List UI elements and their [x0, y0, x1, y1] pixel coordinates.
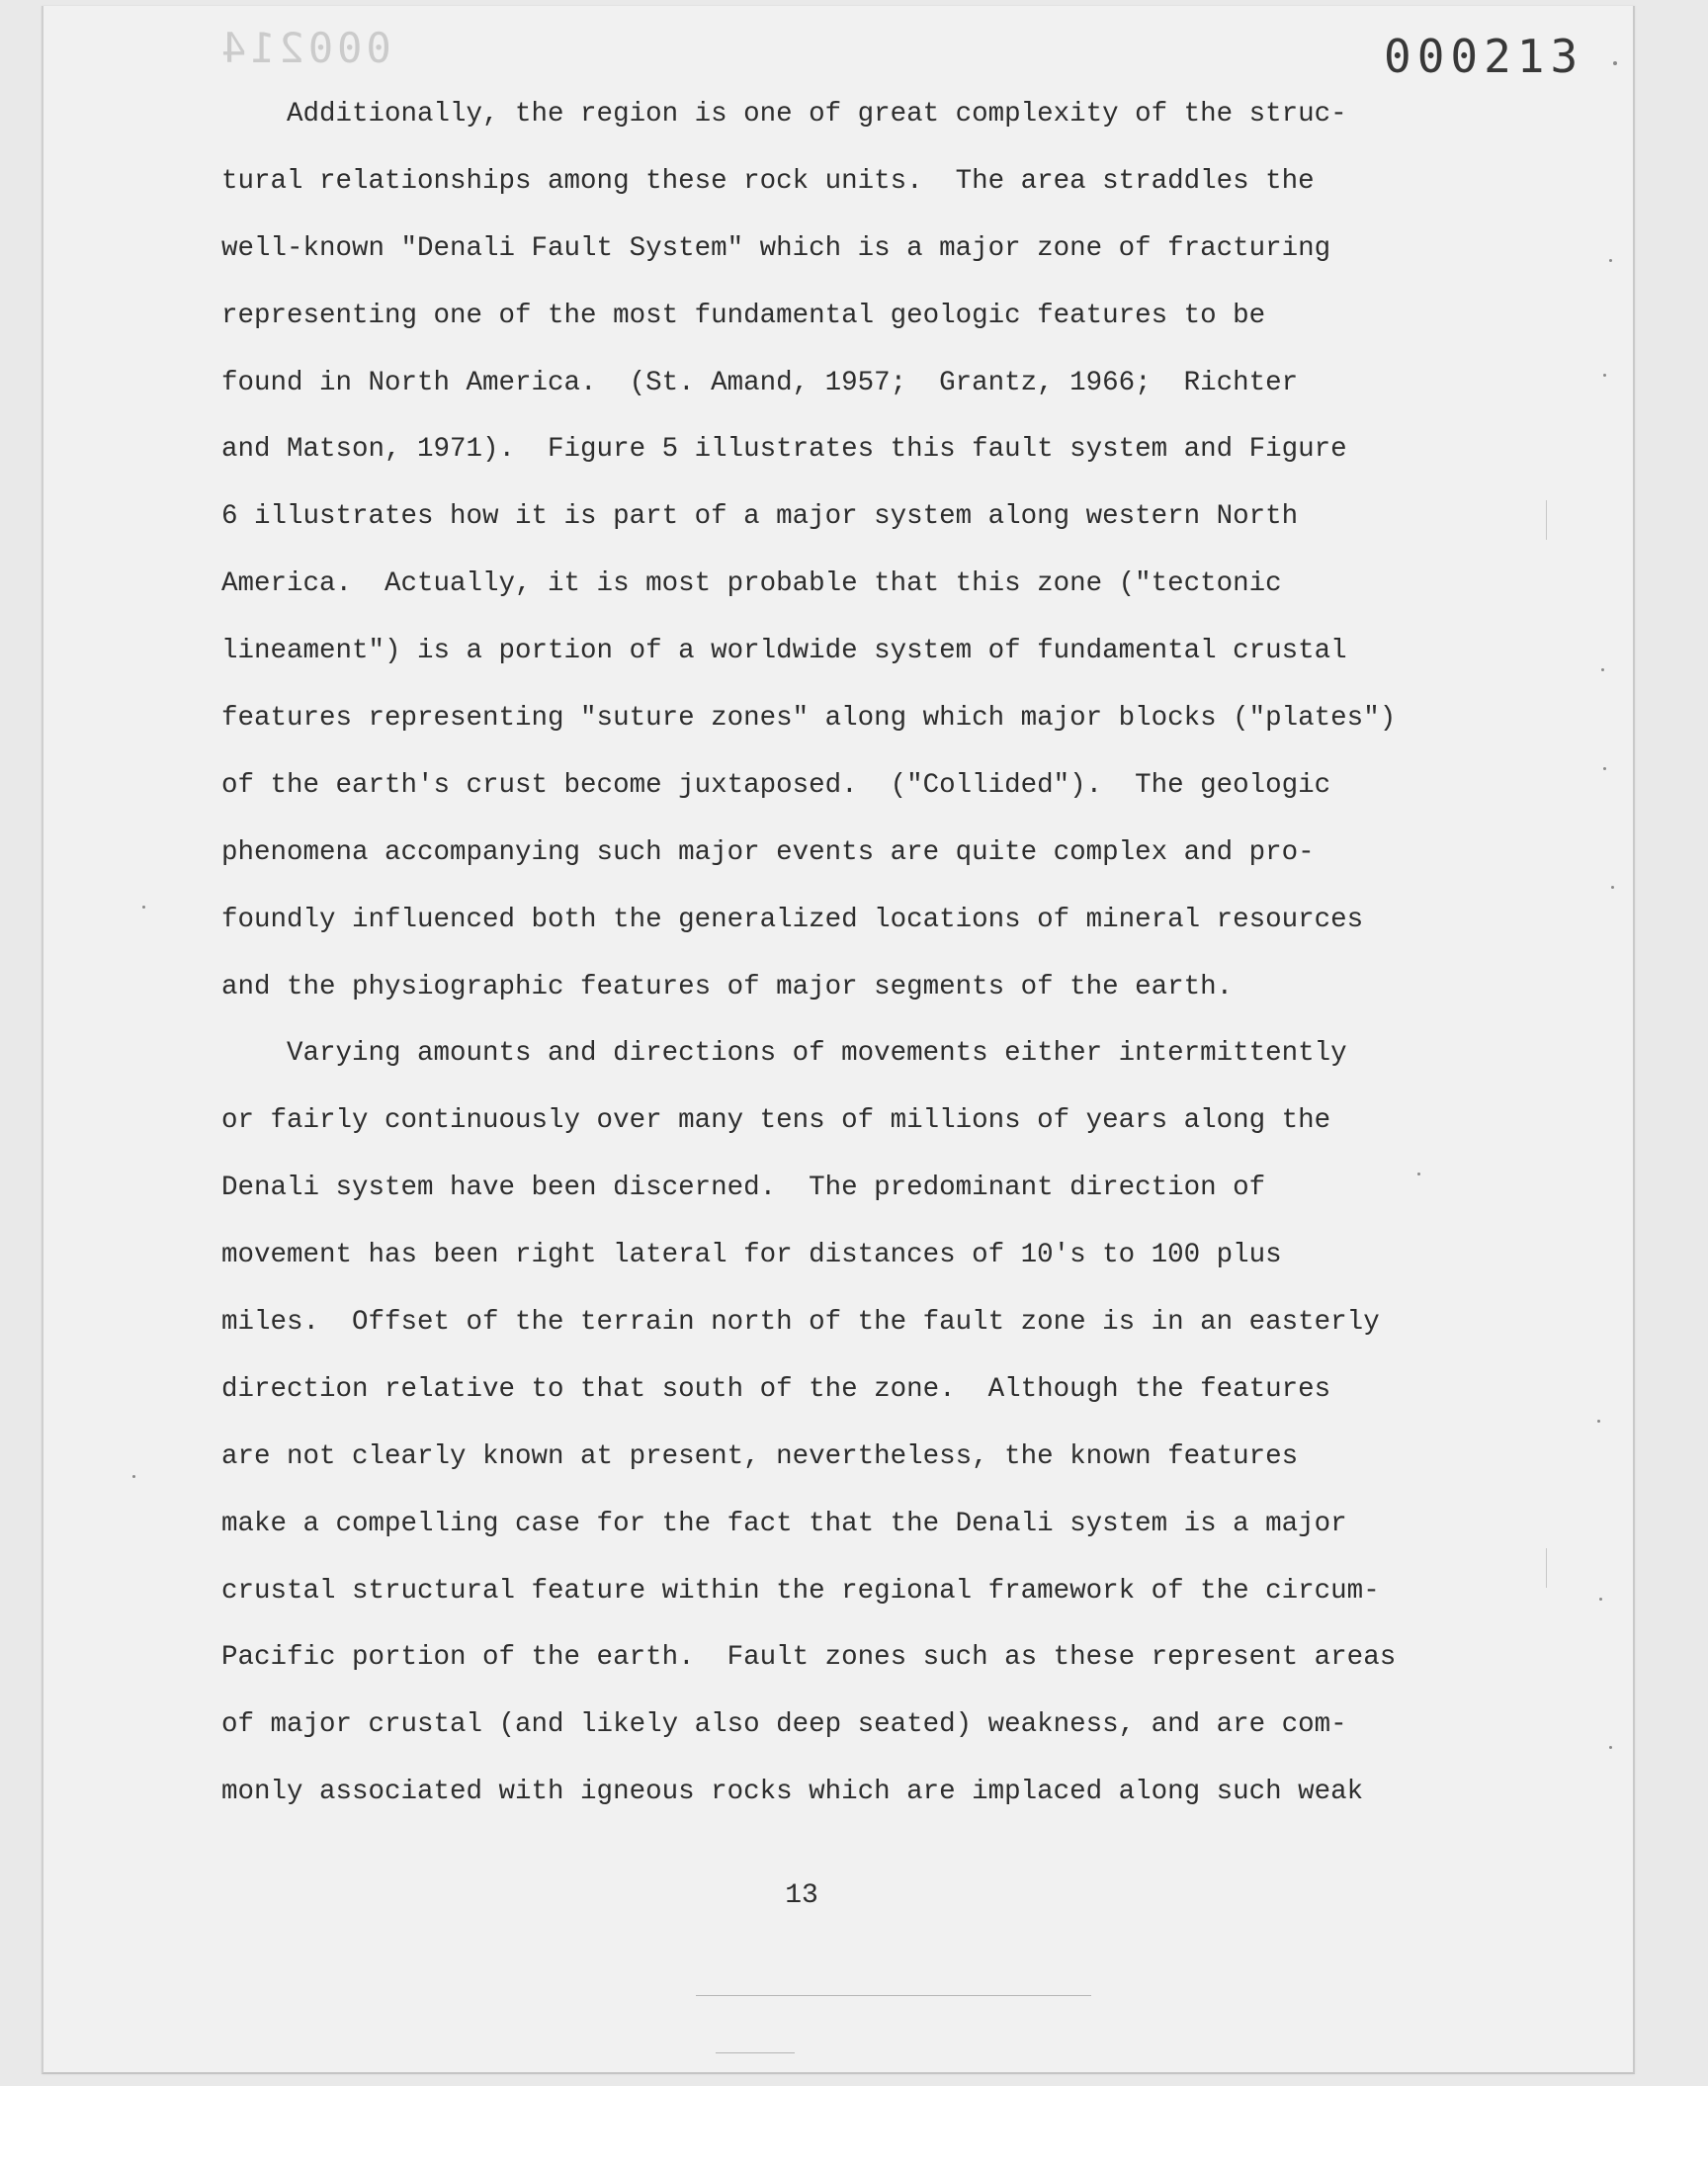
- scan-speck: [1603, 767, 1606, 770]
- scan-speck: [1609, 259, 1612, 262]
- text-line: features representing "suture zones" along which major blocks ("plates"): [221, 703, 1397, 735]
- text-line: foundly influenced both the generalized locations of mineral resources: [221, 904, 1364, 935]
- scan-mark: [1546, 500, 1547, 540]
- text-line: or fairly continuously over many tens of millions of years along the: [221, 1105, 1331, 1137]
- document-stamp-number: 000213: [1384, 30, 1584, 83]
- scan-speck: [1609, 1746, 1612, 1749]
- text-line: Pacific portion of the earth. Fault zones such as these represent areas: [221, 1642, 1397, 1674]
- text-line: found in North America. (St. Amand, 1957; Grantz, 1966; Richter: [221, 367, 1299, 398]
- scan-speck: [1603, 374, 1606, 377]
- bleed-through-number: 000214: [217, 24, 391, 72]
- text-line: movement has been right lateral for distances of 10's to 100 plus: [221, 1240, 1282, 1271]
- scan-speck: [142, 906, 145, 909]
- scan-mark: [716, 2052, 795, 2053]
- text-line: of the earth's crust become juxtaposed. ("Collided"). The geologic: [221, 769, 1331, 801]
- scan-mark: [1546, 1548, 1547, 1588]
- text-line: and Matson, 1971). Figure 5 illustrates this fault system and Figure: [221, 434, 1347, 466]
- scan-speck: [1611, 886, 1614, 889]
- text-line: are not clearly known at present, nevertheless, the known features: [221, 1440, 1299, 1472]
- text-line: tural relationships among these rock units. The area straddles the: [221, 165, 1315, 197]
- text-line: and the physiographic features of major segments of the earth.: [221, 971, 1234, 1002]
- text-line: 6 illustrates how it is part of a major system along western North: [221, 501, 1299, 533]
- text-line: Additionally, the region is one of great complexity of the struc-: [221, 99, 1347, 130]
- text-line: crustal structural feature within the regional framework of the circum-: [221, 1575, 1380, 1607]
- body-text: [221, 81, 1447, 1826]
- text-line: well-known "Denali Fault System" which is a major zone of fracturing: [221, 232, 1331, 264]
- text-line: phenomena accompanying such major events are quite complex and pro-: [221, 836, 1315, 868]
- text-line: direction relative to that south of the zone. Although the features: [221, 1373, 1331, 1405]
- scan-speck: [132, 1475, 135, 1478]
- text-line: miles. Offset of the terrain north of the fault zone is in an easterly: [221, 1307, 1380, 1339]
- text-line: make a compelling case for the fact that the Denali system is a major: [221, 1508, 1347, 1539]
- text-line: Varying amounts and directions of movements either intermittently: [221, 1038, 1347, 1070]
- scan-mark: [696, 1995, 1091, 1996]
- text-line: of major crustal (and likely also deep seated) weakness, and are com-: [221, 1709, 1347, 1741]
- text-line: representing one of the most fundamental geologic features to be: [221, 300, 1266, 331]
- scan-speck: [1613, 61, 1617, 65]
- scan-speck: [1597, 1420, 1600, 1423]
- scan-speck: [1601, 668, 1604, 671]
- document-page: [42, 6, 1635, 2074]
- text-line: lineament") is a portion of a worldwide system of fundamental crustal: [221, 636, 1347, 667]
- scan-speck: [1599, 1598, 1602, 1601]
- text-line: monly associated with igneous rocks which are implaced along such weak: [221, 1777, 1364, 1808]
- scan-speck: [1417, 1173, 1420, 1175]
- text-line: Denali system have been discerned. The predominant direction of: [221, 1173, 1266, 1204]
- page-number: 13: [785, 1880, 818, 1911]
- text-line: America. Actually, it is most probable that this zone ("tectonic: [221, 568, 1282, 600]
